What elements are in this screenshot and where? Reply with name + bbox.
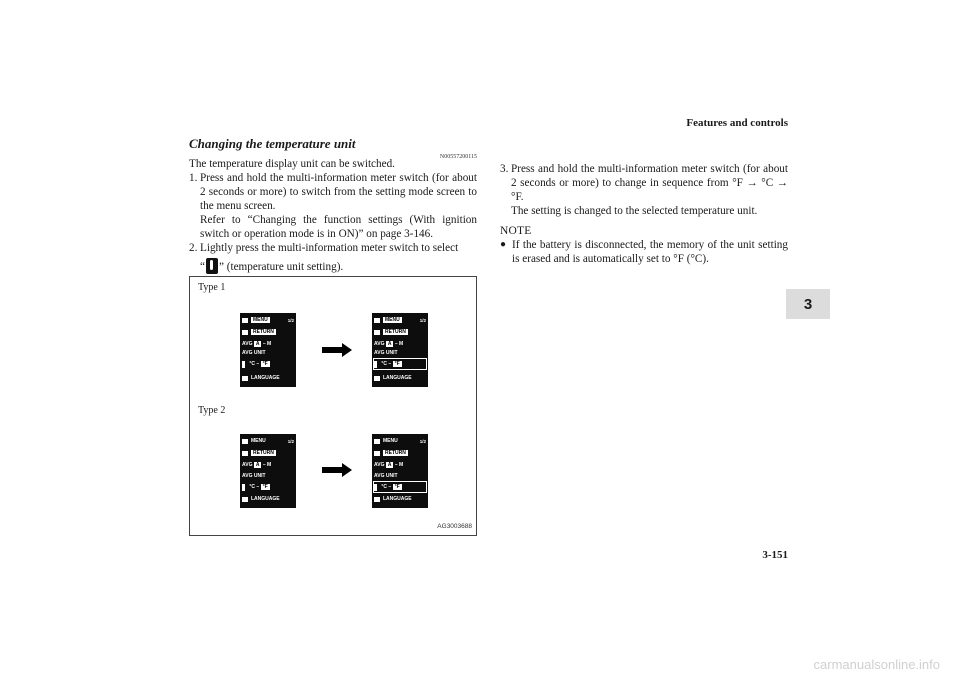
note-label: NOTE [500,225,532,237]
avg-label: AVG [374,462,385,468]
car-icon [374,318,380,323]
return-label: RETURN [385,450,406,456]
step-number: 3. [500,163,509,175]
thermometer-icon [206,258,218,274]
avg-unit-label: AVG UNIT [374,473,398,479]
page-indicator: 1/2 [287,439,294,444]
thermometer-icon [374,361,377,368]
step-number: 2. [189,242,198,254]
language-label: LANGUAGE [251,375,280,381]
menu-label: MENU [385,317,400,323]
return-icon [242,330,248,335]
unit-dash: – [256,484,260,490]
avg-a: A [255,462,260,468]
display-screen-type1-before [240,313,296,387]
avg-m: M [399,462,404,468]
type1-label: Type 1 [198,282,226,293]
car-icon [242,318,248,323]
arrow-right-icon [322,343,352,357]
menu-label: MENU [253,317,268,323]
section-code: N00557200115 [439,154,477,160]
unit-dash: – [388,484,392,490]
return-icon [374,330,380,335]
step-subtext: Refer to “Changing the function settings (With ignition switch or operation mode is in ON)” on page 3-146. [200,214,477,240]
avg-dash: – [394,462,398,468]
section-heading [189,136,477,160]
menu-label: MENU [383,438,398,444]
step-2 [189,241,477,274]
language-icon [374,376,380,381]
avg-label: AVG [242,341,253,347]
note-block [500,224,788,266]
avg-unit-label: AVG UNIT [242,473,266,479]
arrow-right-icon [322,463,352,477]
step-text: Press and hold the multi-information meter switch (for about 2 seconds or more) to change in sequence from °F → °C → °F. [511,163,788,203]
deg-f: °F [262,361,268,367]
avg-m: M [267,462,272,468]
return-label: RETURN [253,329,274,335]
thermometer-icon [242,484,245,491]
right-column [500,162,788,266]
deg-c: °C [249,484,256,490]
display-screen-type2-after [372,434,428,508]
deg-f: °F [262,484,268,490]
avg-dash: – [262,462,266,468]
return-icon [242,451,248,456]
step-text: Lightly press the multi-information meter switch to select [200,242,459,254]
thermometer-icon [374,484,377,491]
note-text: If the battery is disconnected, the memory of the unit setting is erased and is automatically set to °F (°C). [512,239,788,265]
page-number: 3-151 [762,549,788,561]
bullet-icon: ● [500,239,507,250]
section-title: Changing the temperature unit [189,136,356,151]
return-label: RETURN [385,329,406,335]
intro-text: The temperature display unit can be switched. [189,158,395,170]
car-icon [242,439,248,444]
unit-dash: – [256,361,260,367]
step-1 [189,171,477,241]
running-header: Features and controls [686,117,788,129]
step-number: 1. [189,172,198,184]
language-label: LANGUAGE [383,496,412,502]
step-text-end: ” (temperature unit setting). [218,261,344,273]
display-screen-type2-before [240,434,296,508]
unit-dash: – [388,361,392,367]
step-subtext: The setting is changed to the selected temperature unit. [511,205,758,217]
avg-a: A [387,462,392,468]
return-label: RETURN [253,450,274,456]
type2-label: Type 2 [198,405,226,416]
page-indicator: 1/2 [419,439,426,444]
quote-open: “ [200,261,205,273]
figure-box [189,276,477,536]
avg-a: A [255,341,260,347]
page-indicator: 1/2 [287,318,294,323]
deg-c: °C [381,361,388,367]
avg-dash: – [394,341,398,347]
car-icon [374,439,380,444]
avg-unit-label: AVG UNIT [374,350,398,356]
thermometer-icon [242,361,245,368]
figure-code: AG3003688 [437,523,472,530]
deg-f: °F [394,484,400,490]
language-label: LANGUAGE [383,375,412,381]
language-icon [374,497,380,502]
left-column [189,137,477,274]
language-icon [242,497,248,502]
avg-a: A [387,341,392,347]
language-icon [242,376,248,381]
display-screen-type1-after [372,313,428,387]
watermark-footer: carmanualsonline.info [813,657,940,672]
return-icon [374,451,380,456]
avg-label: AVG [374,341,385,347]
avg-label: AVG [242,462,253,468]
menu-label: MENU [251,438,266,444]
avg-dash: – [262,341,266,347]
step-text: Press and hold the multi-information meter switch (for about 2 seconds or more) to switch from the setting mode screen to the menu screen. [200,172,477,212]
deg-c: °C [381,484,388,490]
language-label: LANGUAGE [251,496,280,502]
step-3 [500,162,788,218]
deg-c: °C [249,361,256,367]
avg-m: M [399,341,404,347]
avg-unit-label: AVG UNIT [242,350,266,356]
deg-f: °F [394,361,400,367]
avg-m: M [267,341,272,347]
page-indicator: 1/2 [419,318,426,323]
chapter-tab: 3 [786,289,830,319]
